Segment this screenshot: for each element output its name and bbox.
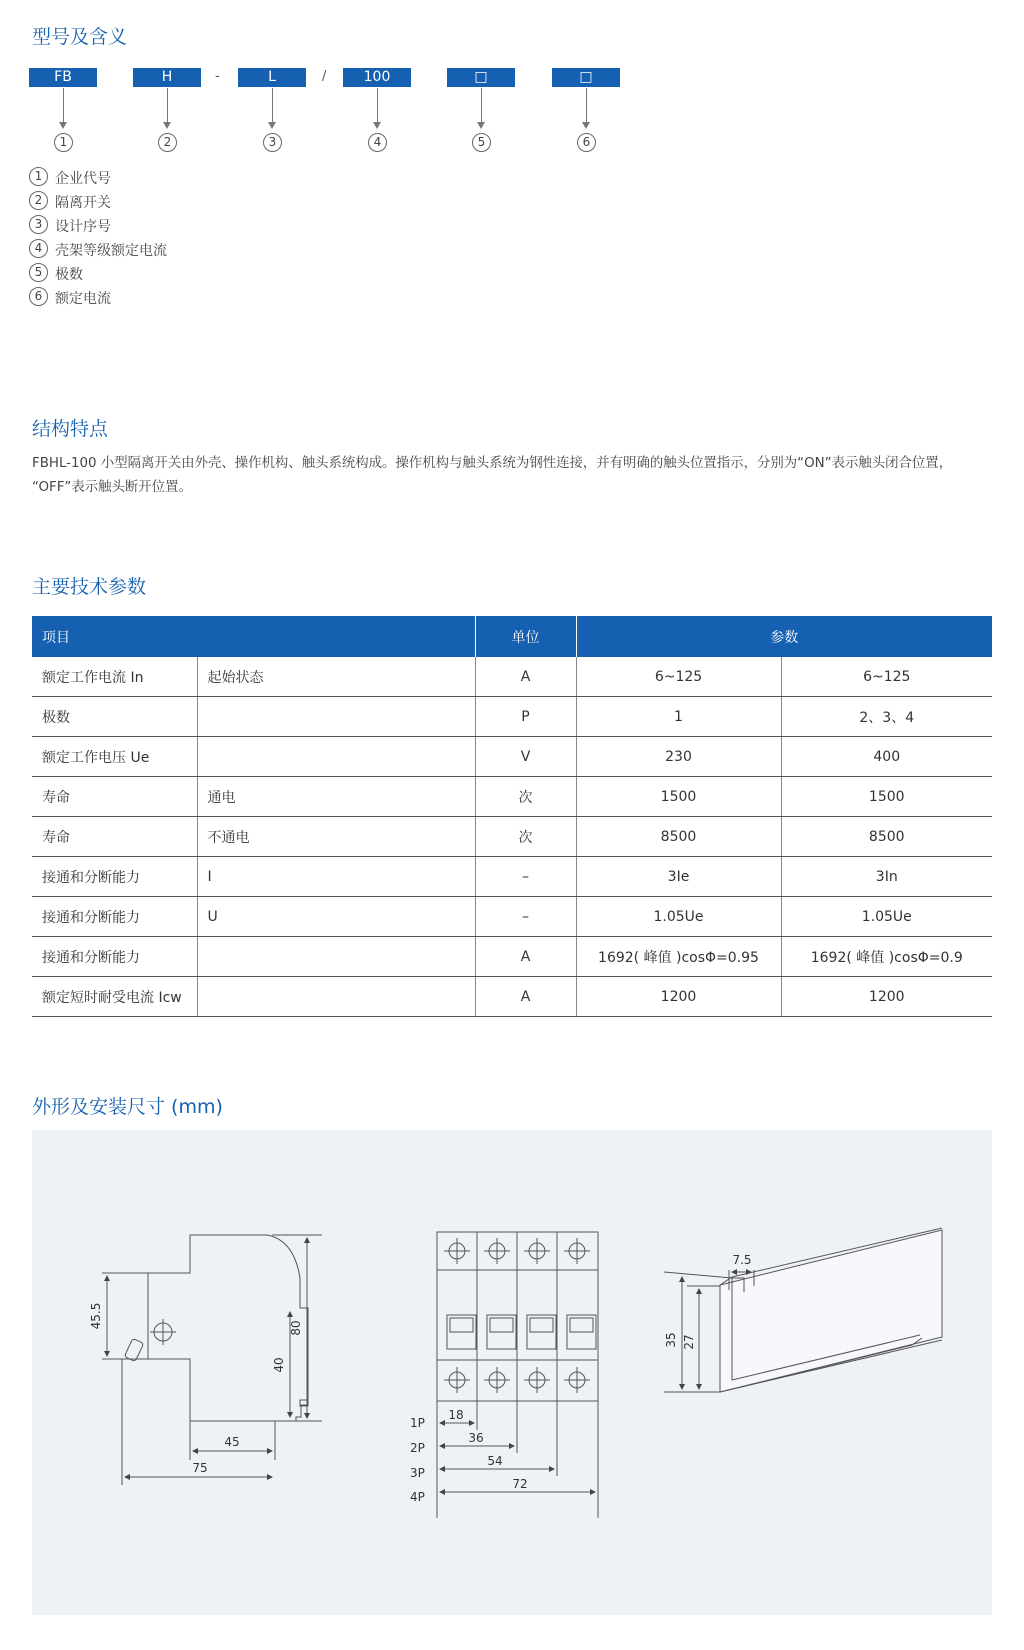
front-view-handle-icons (447, 1315, 596, 1349)
cell-sub: I (197, 857, 475, 897)
cell-value-1: 1 (576, 697, 781, 737)
cell-unit: – (475, 857, 576, 897)
side-view-drawing (102, 1235, 322, 1485)
structure-paragraph-line: FBHL-100 小型隔离开关由外壳、操作机构、触头系统构成。操作机构与触头系统为钢性连接，并有明确的触头位置指示，分别为“ON”表示触头闭合位置， (32, 456, 953, 471)
cell-item: 接通和分断能力 (32, 897, 197, 937)
side-view-handle-icon (124, 1338, 143, 1361)
cell-sub: 起始状态 (197, 657, 475, 697)
arrow-down-icon (477, 122, 485, 129)
circled-number-5: 5 (472, 133, 491, 152)
cell-value-2: 2、3、4 (781, 697, 992, 737)
code-box-6: □ (552, 68, 620, 87)
structure-paragraph (32, 452, 1012, 500)
dimension-drawings (32, 1130, 992, 1615)
structure-section-title: 结构特点 (32, 418, 109, 440)
table-row (32, 937, 992, 977)
circled-number: 4 (29, 239, 48, 258)
arrow-line-3 (272, 88, 273, 124)
dim-side-height-inner: 40 (272, 1357, 286, 1373)
arrow-line-1 (63, 88, 64, 124)
model-section-title: 型号及含义 (32, 26, 128, 48)
table-row (32, 817, 992, 857)
circled-number-3: 3 (263, 133, 282, 152)
dim-rail-height-inner: 27 (682, 1334, 696, 1350)
cell-unit: 次 (475, 777, 576, 817)
params-table (32, 616, 992, 1017)
cell-sub (197, 737, 475, 777)
pole-label-1p: 1P (410, 1416, 425, 1430)
circled-number: 6 (29, 287, 48, 306)
cell-value-1: 230 (576, 737, 781, 777)
meaning-text: 极数 (55, 267, 83, 283)
meaning-text: 额定电流 (55, 291, 111, 307)
code-box-4: 100 (343, 68, 411, 87)
cell-value-2: 1500 (781, 777, 992, 817)
table-row (32, 697, 992, 737)
meaning-text: 设计序号 (55, 219, 111, 235)
cell-unit: V (475, 737, 576, 777)
dim-side-width-body: 45 (224, 1435, 240, 1449)
arrow-line-4 (377, 88, 378, 124)
header-unit: 单位 (475, 616, 576, 657)
cell-sub (197, 697, 475, 737)
cell-unit: – (475, 897, 576, 937)
cell-value-1: 1500 (576, 777, 781, 817)
circled-number: 1 (29, 167, 48, 186)
cell-item: 额定工作电压 Ue (32, 737, 197, 777)
cell-value-2: 6~125 (781, 657, 992, 697)
table-row (32, 737, 992, 777)
cell-value-2: 8500 (781, 817, 992, 857)
cell-item: 接通和分断能力 (32, 857, 197, 897)
cell-item: 额定短时耐受电流 Icw (32, 977, 197, 1017)
cell-sub (197, 977, 475, 1017)
cell-sub: 不通电 (197, 817, 475, 857)
cell-sub (197, 937, 475, 977)
meaning-text: 企业代号 (55, 171, 111, 187)
dim-side-width-total: 75 (192, 1461, 208, 1475)
circled-number: 3 (29, 215, 48, 234)
dim-front-width-2p: 36 (468, 1431, 484, 1445)
cell-unit: A (475, 937, 576, 977)
dim-front-width-3p: 54 (487, 1454, 503, 1468)
table-row (32, 657, 992, 697)
arrow-down-icon (582, 122, 590, 129)
meaning-text: 隔离开关 (55, 195, 111, 211)
cell-value-1: 6~125 (576, 657, 781, 697)
structure-paragraph-line: “OFF”表示触头断开位置。 (32, 480, 192, 495)
pole-label-2p: 2P (410, 1441, 425, 1455)
table-row (32, 977, 992, 1017)
circled-number: 2 (29, 191, 48, 210)
dimensions-section-title: 外形及安装尺寸 (mm) (32, 1096, 223, 1118)
arrow-line-6 (586, 88, 587, 124)
cell-unit: A (475, 657, 576, 697)
cell-item: 额定工作电流 In (32, 657, 197, 697)
table-header-row (32, 616, 992, 657)
cell-value-1: 1692( 峰值 )cosΦ=0.95 (576, 937, 781, 977)
table-row (32, 897, 992, 937)
cell-value-2: 1200 (781, 977, 992, 1017)
cell-value-1: 1200 (576, 977, 781, 1017)
cell-value-2: 3In (781, 857, 992, 897)
cell-unit: A (475, 977, 576, 1017)
circled-number-2: 2 (158, 133, 177, 152)
code-box-3: L (238, 68, 306, 87)
cell-value-1: 3Ie (576, 857, 781, 897)
table-row (32, 777, 992, 817)
cell-value-2: 400 (781, 737, 992, 777)
arrow-down-icon (163, 122, 171, 129)
cell-value-1: 8500 (576, 817, 781, 857)
dim-side-height-total: 80 (289, 1320, 303, 1336)
dim-side-height-outer: 45.5 (89, 1302, 103, 1330)
header-item: 项目 (32, 616, 475, 657)
pole-label-3p: 3P (410, 1466, 425, 1480)
code-box-2: H (133, 68, 201, 87)
code-separator-slash: / (322, 69, 327, 84)
dim-rail-top: 7.5 (732, 1253, 752, 1267)
code-box-1: FB (29, 68, 97, 87)
arrow-down-icon (59, 122, 67, 129)
header-param: 参数 (576, 616, 992, 657)
dimension-drawing-panel (32, 1130, 992, 1615)
front-view-drawing (437, 1232, 598, 1518)
cell-value-2: 1692( 峰值 )cosΦ=0.9 (781, 937, 992, 977)
pole-label-4p: 4P (410, 1490, 425, 1504)
cell-value-1: 1.05Ue (576, 897, 781, 937)
cell-value-2: 1.05Ue (781, 897, 992, 937)
cell-sub: U (197, 897, 475, 937)
side-view-outline (148, 1235, 308, 1421)
cell-sub: 通电 (197, 777, 475, 817)
cell-unit: 次 (475, 817, 576, 857)
arrow-line-5 (481, 88, 482, 124)
circled-number-1: 1 (54, 133, 73, 152)
params-section-title: 主要技术参数 (32, 576, 147, 598)
circled-number: 5 (29, 263, 48, 282)
cell-item: 接通和分断能力 (32, 937, 197, 977)
cell-item: 寿命 (32, 777, 197, 817)
arrow-line-2 (167, 88, 168, 124)
code-box-5: □ (447, 68, 515, 87)
arrow-down-icon (268, 122, 276, 129)
dim-rail-height-outer: 35 (664, 1332, 678, 1348)
cell-item: 寿命 (32, 817, 197, 857)
dim-front-width-1p: 18 (448, 1408, 464, 1422)
circled-number-6: 6 (577, 133, 596, 152)
meaning-text: 壳架等级额定电流 (55, 243, 167, 259)
din-rail-drawing (664, 1228, 942, 1392)
cell-unit: P (475, 697, 576, 737)
code-separator-dash: - (215, 69, 220, 84)
table-row (32, 857, 992, 897)
dim-front-width-4p: 72 (512, 1477, 528, 1491)
arrow-down-icon (373, 122, 381, 129)
cell-item: 极数 (32, 697, 197, 737)
circled-number-4: 4 (368, 133, 387, 152)
